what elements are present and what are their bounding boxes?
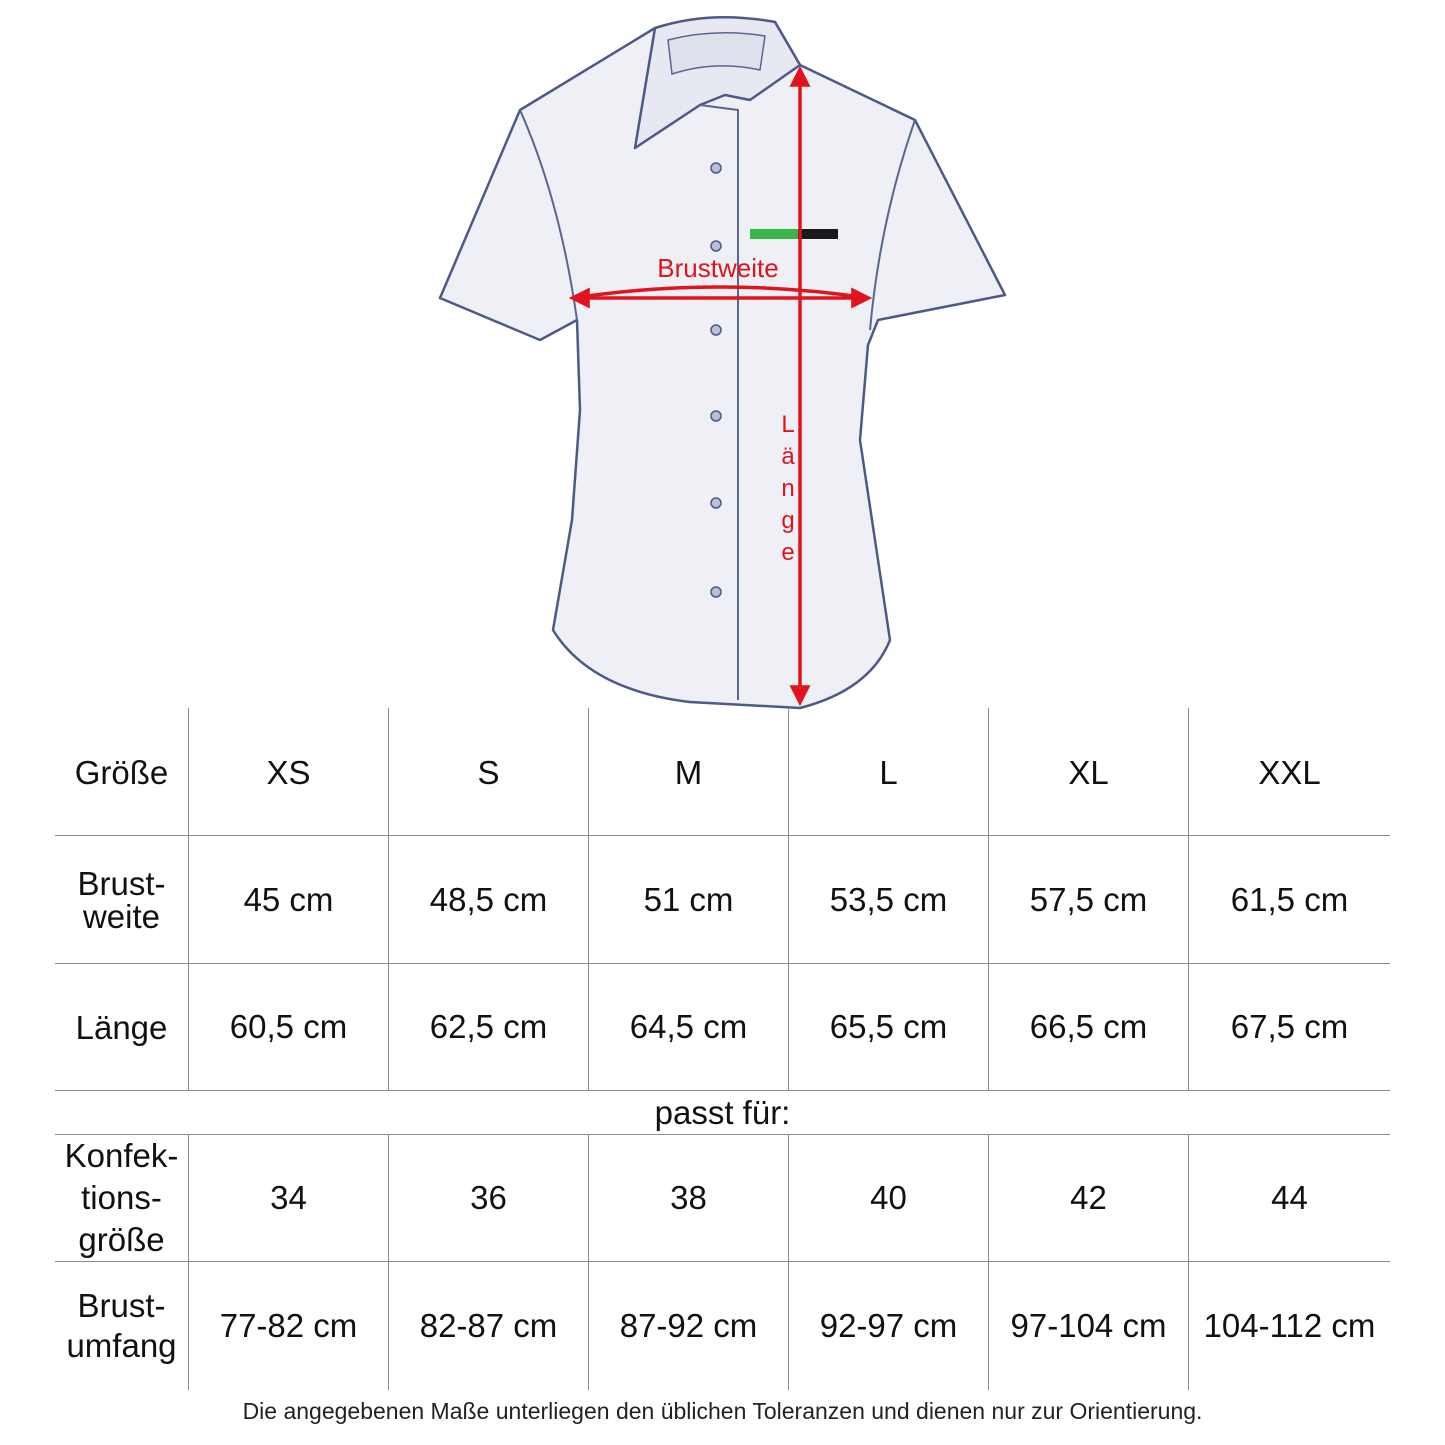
size-header: L — [879, 753, 898, 791]
table-cell: 34 — [270, 1179, 307, 1216]
table-cell: 40 — [870, 1179, 907, 1216]
table-cell: 62,5 cm — [429, 1008, 548, 1045]
table-cell: 51 cm — [643, 880, 734, 918]
shirt-diagram — [0, 0, 1445, 710]
size-header: M — [674, 753, 703, 791]
fits-label: passt für: — [654, 1094, 791, 1131]
row-label-length: Länge — [75, 1008, 168, 1046]
table-cell: 64,5 cm — [629, 1008, 748, 1045]
svg-text:g: g — [781, 507, 795, 534]
size-header: XS — [266, 753, 311, 791]
size-header: S — [477, 753, 500, 791]
table-cell: 61,5 cm — [1230, 880, 1349, 918]
svg-text:L: L — [781, 411, 795, 438]
table-cell: 38 — [670, 1179, 707, 1216]
table-cell: 87-92 cm — [619, 1307, 758, 1344]
table-cell: 60,5 cm — [229, 1008, 348, 1045]
size-header: XXL — [1258, 753, 1321, 791]
svg-text:e: e — [781, 539, 795, 566]
table-cell: 48,5 cm — [429, 880, 548, 918]
length-label — [781, 411, 795, 566]
header-label: Größe — [74, 754, 169, 791]
table-cell: 104-112 cm — [1203, 1307, 1376, 1344]
shirt-body-outline — [440, 22, 1005, 708]
table-cell: 66,5 cm — [1029, 1008, 1148, 1045]
table-cell: 57,5 cm — [1029, 880, 1148, 918]
table-cell: 82-87 cm — [419, 1307, 558, 1344]
svg-text:ä: ä — [781, 443, 795, 470]
table-cell: 45 cm — [243, 880, 334, 918]
footnote: Die angegebenen Maße unterliegen den üblichen Toleranzen und dienen nur zur Orientierung. — [242, 1398, 1203, 1424]
chest-logo — [750, 229, 838, 239]
table-cell: 65,5 cm — [829, 1008, 948, 1045]
table-cell: 42 — [1070, 1179, 1107, 1216]
table-cell: 97-104 cm — [1010, 1307, 1167, 1344]
row-label-chest-width: Brust- weite — [77, 864, 166, 935]
table-cell: 36 — [470, 1179, 507, 1216]
svg-text:n: n — [781, 475, 795, 502]
table-cell: 77-82 cm — [219, 1307, 358, 1344]
row-label-chest-circumference: Brust- umfang — [66, 1287, 177, 1364]
size-header: XL — [1068, 753, 1109, 791]
table-cell: 53,5 cm — [829, 880, 948, 918]
row-label-clothing-size: Konfek- tions- größe — [64, 1137, 179, 1258]
table-cell: 67,5 cm — [1230, 1008, 1349, 1045]
table-cell: 44 — [1271, 1179, 1308, 1216]
chest-width-label: Brustweite — [657, 253, 779, 283]
table-cell: 92-97 cm — [819, 1307, 958, 1344]
